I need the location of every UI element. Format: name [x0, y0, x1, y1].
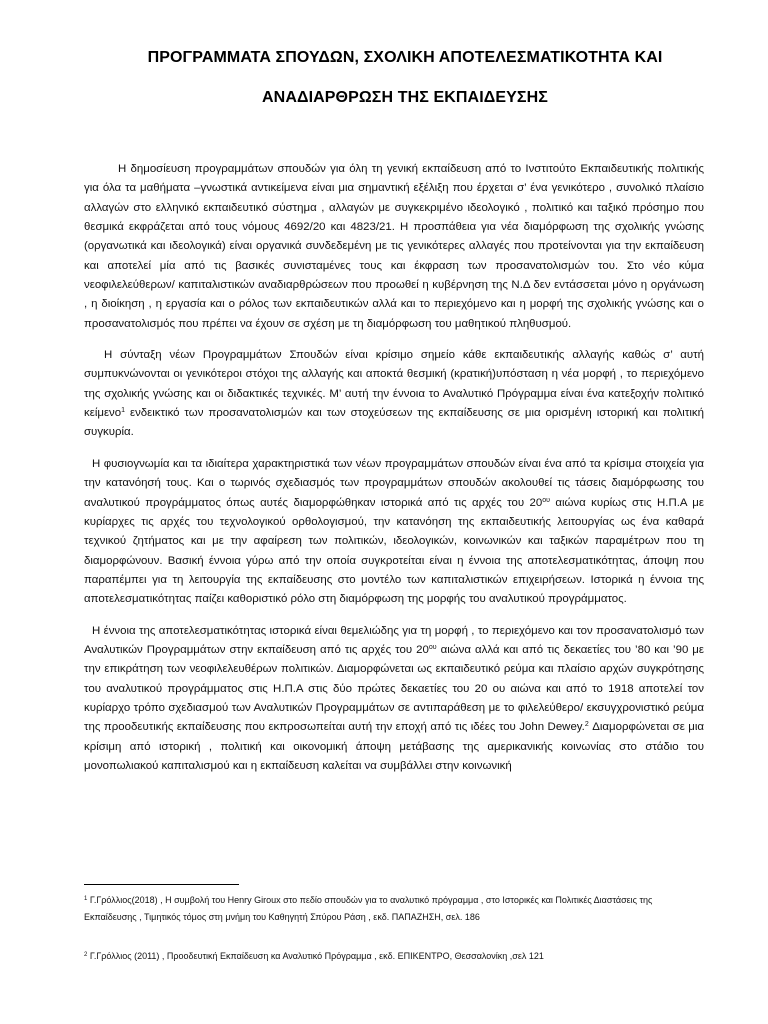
paragraph-1: Η δημοσίευση προγραμμάτων σπουδών για όλη τη γενική εκπαίδευση από το Ινστιτούτο Εκπαιδευτικής πολιτικής για όλα τα μαθήματα –γνωστικά αντικείμενα είναι μια σημαντική εξέλιξη που έρχεται σ’ ένα γενικότερο , συνολικό πλαίσιο αλλαγών στο ελληνικό εκπαιδευτικό σύστημα , αλλαγών με συγκεκριμένο ιδεολογικό , πολιτικό και ταξικό πρόσημο που θεσμικά εκφράζεται από τους νόμους 4692/20 και 4823/21. Η προσπάθεια για νέα διαμόρφωση της σχολικής γνώσης (οργανωτικά και ιδεολογικά) είναι οργανικά συνδεδεμένη με τις γενικότερες αλλαγές που προτείνονται για την εκπαίδευση και αποτελεί μία από τις βασικές συνισταμένες τους και έκφραση των προσανατολισμών του. Στο νέο κύμα νεοφιλελεύθερων/ καπιταλιστικών αναδιαρθρώσεων που προωθεί η κυβέρνηση της Ν.Δ δεν εντάσσεται μόνο η οργάνωση , η διοίκηση , η εργασία και ο ρόλος των εκπαιδευτικών αλλά και το περιεχόμενο και η μορφή της σχολικής γνώσης και ο προσανατολισμός που πρέπει να έχουν σε σχέση με τη διαμόρφωση του μαθητικού πληθυσμού.: [84, 163, 704, 330]
paragraph-2: [84, 346, 704, 443]
paragraph-2-text-b: ενδεικτικό των προσανατολισμών και των στοχεύσεων της εκπαίδευσης σε μια ορισμένη ιστορική και πολιτική συγκυρία.: [84, 407, 704, 439]
footnote-1-mark: 1: [84, 896, 88, 902]
ordinal-superscript: ου: [542, 496, 550, 504]
document-title-line-2: ΑΝΑΔΙΑΡΘΡΩΣΗ ΤΗΣ ΕΚΠΑΙΔΕΥΣΗΣ: [262, 89, 548, 106]
footnote-1-text: Γ.Γρόλλιος(2018) , Η συμβολή του Henry Giroux στο πεδίο σπουδών για το αναλυτικό πρόγραμμα , στο Ιστορικές και Πολιτικές Διαστάσεις της Εκπαίδευσης , Τιμητικός τόμος στη μνήμη του Καθηγητή Σπύρου Ράση , εκδ. ΠΑΠΑΖΗΣΗ, σελ. 186: [84, 895, 653, 922]
footnote-2-text: Γ.Γρόλλιος (2011) , Προοδευτική Εκπαίδευση κα Αναλυτικό Πρόγραμμα , εκδ. ΕΠΙΚΕΝΤΡΟ, Θεσσαλονίκη ,σελ 121: [87, 951, 544, 961]
footnote-separator: [84, 884, 239, 885]
paragraph-4-text-b: αιώνα αλλά και από τις δεκαετίες του ’80 και ’90 με την επικράτηση των νεοφιλελευθέρων πολιτικών. Διαμορφώνεται ως εκπαιδευτικό ρεύμα και πλαίσιο αρχών συγκρότησης του αναλυτικού προγράμματος στις Η.Π.Α στις δύο πρώτες δεκαετίες του 20 ου αιώνα και από το 1918 αποτελεί τον κυρίαρχο τρόπο σχεδιασμού των Αναλυτικών Προγραμμάτων σε αντιπαράθεση με το φιλελεύθερο/ εκσυγχρονιστικό ρεύμα της προοδευτικής εκπαίδευσης που εκπροσωπείται αυτή την εποχή από τις ιδέες του John Dewey.: [84, 643, 704, 734]
footnote-2-mark: 2: [84, 952, 88, 958]
document-title-line-1: ΠΡΟΓΡΑΜΜΑΤΑ ΣΠΟΥΔΩΝ, ΣΧΟΛΙΚΗ ΑΠΟΤΕΛΕΣΜΑΤΙΚΟΤΗΤΑ ΚΑΙ: [147, 49, 663, 66]
paragraph-4-text-a: Η έννοια της αποτελεσματικότητας ιστορικά είναι θεμελιώδης για τη μορφή , το περιεχόμενο και τον προσανατολισμό των Αναλυτικών Προγραμμάτων στην εκπαίδευση από τις αρχές του 20: [84, 624, 704, 656]
paragraph-2-text-a: Η σύνταξη νέων Προγραμμάτων Σπουδών είναι κρίσιμο σημείο κάθε εκπαιδευτικής αλλαγής καθώς σ’ αυτή συμπυκνώνονται οι γενικότεροι στόχοι της αλλαγής και αποκτά θεσμική (κρατική)υπόσταση η νέα μορφή , το περιεχόμενο της σχολικής γνώσης και οι διδακτικές τεχνικές. Μ’ αυτή την έννοια το Αναλυτικό Πρόγραμμα είναι ένα κατεξοχήν πολιτικό κείμενο: [84, 349, 704, 420]
paragraph-4: [84, 622, 704, 777]
footnote-1: [84, 892, 704, 926]
footnote-ref-1[interactable]: 1: [121, 407, 126, 415]
paragraph-3: [84, 455, 704, 610]
paragraph-3-text-b: αιώνα κυρίως στις Η.Π.Α με κυρίαρχες τις αρχές του τεχνολογικού ορθολογισμού, την κατανόηση της εκπαιδευτικής λειτουργίας ως ένα καθαρά τεχνικού ζητήματος και με την αφαίρεση των πολιτικών, ιδεολογικών, κοινωνικών και ταξικών παραμέτρων που τη διαμορφώνουν. Βασική έννοια γύρω από την οποία συγκροτείται είναι η έννοια της αποτελεσματικότητας, άποψη που παραπέμπει για τη λειτουργία της εκπαίδευσης στο μοντέλο των καπιταλιστικών επιχειρήσεων. Ιστορικά η έννοια της αποτελεσματικότητας παίζει καθοριστικό ρόλο στη διαμόρφωση της μορφής του αναλυτικού προγράμματος.: [84, 496, 704, 606]
ordinal-superscript: ου: [428, 643, 437, 651]
paragraph-4-text-c: Διαμορφώνεται σε μια κρίσιμη από ιστορική , πολιτική και οικονομική άποψη μετάβασης της αμερικανικής κοινωνίας στο στάδιο του μονοπωλιακού καπιταλισμού και η εκπαίδευση καλείται να συμβάλλει στην κοινωνική: [84, 721, 705, 772]
footnote-ref-2[interactable]: 2: [584, 721, 589, 729]
document-body: [84, 160, 704, 788]
paragraph-3-text-a: Η φυσιογνωμία και τα ιδιαίτερα χαρακτηριστικά των νέων προγραμμάτων σπουδών είναι ένα από τα κρίσιμα στοιχεία για την κατανόησή τους. Και ο τωρινός σχεδιασμός των προγραμμάτων σπουδών ακολουθεί τις τάσεις διαμόρφωσης του αναλυτικού προγράμματος όπως αυτές διαμορφώθηκαν ιστορικά από τις αρχές του 20: [84, 457, 704, 509]
footnote-2: [84, 948, 704, 965]
